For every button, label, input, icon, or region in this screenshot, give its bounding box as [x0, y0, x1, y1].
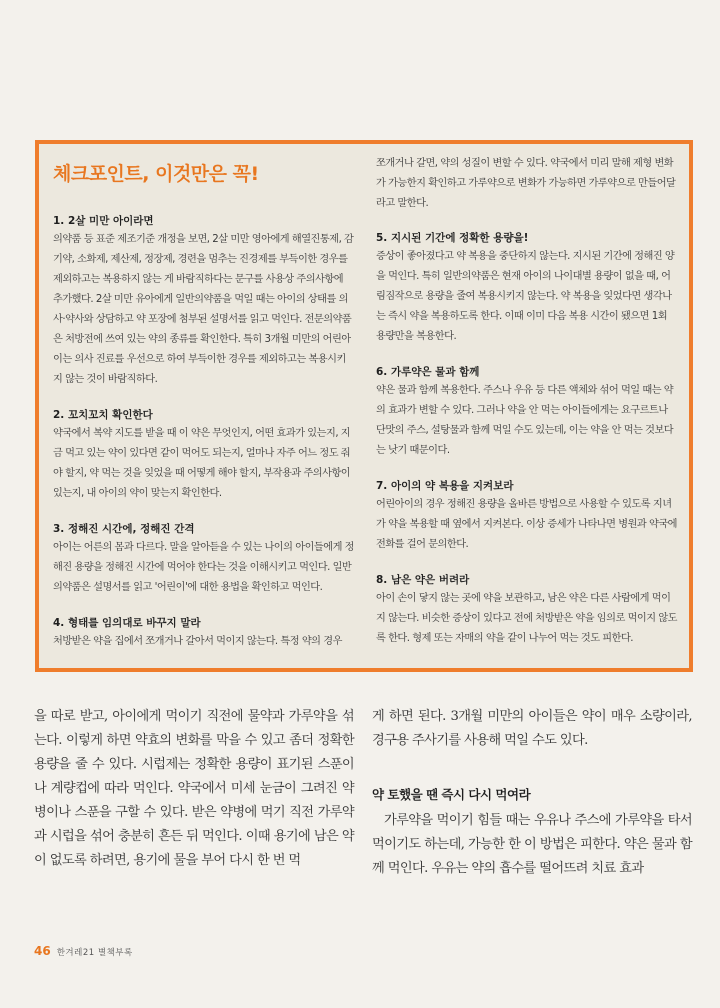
section-body: 약국에서 복약 지도를 받을 때 이 약은 무엇인지, 어떤 효과가 있는지, 지금 먹고 있는 약이 있다면 같이 먹어도 되는지, 얼마나 자주 어느 정도 줘야 할지, 약 먹는 것을 잊었을 때 어떻게 해야 할지, 부작용과 주의사항이 있는지, 내 아이의 약이 맞는지 확인한다. [53, 428, 351, 499]
article-right-column [372, 705, 692, 881]
section-heading: 3. 정해진 시간에, 정해진 간격 [53, 523, 195, 535]
section-heading: 6. 가루약은 물과 함께 [376, 366, 480, 378]
section-heading: 7. 아이의 약 복용을 지켜보라 [376, 480, 514, 492]
checkpoint-section-8 [376, 572, 677, 649]
section-heading: 1. 2살 미만 아이라면 [53, 215, 154, 227]
checkpoint-section-1 [53, 213, 354, 390]
section-heading: 5. 지시된 기간에 정확한 용량을! [376, 232, 529, 244]
section-heading: 8. 남은 약은 버려라 [376, 574, 470, 586]
article-subheading: 약 토했을 땐 즉시 다시 먹여라 [372, 787, 531, 802]
checkpoint-section-5 [376, 230, 677, 347]
section-body: 아이는 어른의 몸과 다르다. 말을 알아듣을 수 있는 나이의 아이들에게 정해진 용량을 정해진 시간에 먹어야 한다는 것을 이해시키고 먹인다. 일반의약품은 설명서를 읽고 '어린이'에 대한 용법을 확인하고 먹인다. [53, 542, 355, 593]
checkpoint-section-3 [53, 521, 354, 598]
section-body: 증상이 좋아졌다고 약 복용을 중단하지 않는다. 지시된 기간에 정해진 양을 먹인다. 특히 일반의약품은 현재 아이의 나이대별 용량이 없을 때, 어림짐작으로 용량을 줄여 복용시키지 않는다. 약 복용을 잊었다면 생각나는 즉시 약을 복용하도록 한다. 이때 이미 다음 복용 시간이 됐으면 1회 용량만을 복용한다. [376, 251, 675, 342]
checkpoint-left-column [39, 144, 364, 668]
section-body: 의약품 등 표준 제조기준 개정을 보면, 2살 미만 영아에게 해열진통제, 감기약, 소화제, 제산제, 정장제, 경련을 멈추는 진경제를 부득이한 경우를 제외하고는 복용하지 않는 게 바람직하다는 문구를 사용상 주의사항에 추가했다. 2살 미만 유아에게 일반의약품을 먹일 때는 아이의 상태를 의사·약사와 상담하고 약 포장에 첨부된 설명서를 읽고 먹인다. 전문의약품은 처방전에 쓰여 있는 약의 종류를 확인한다. 특히 3개월 미만의 어린아이는 의사 진료를 우선으로 하여 부득이한 경우를 제외하고는 복용시키지 않는 것이 바람직하다. [53, 234, 354, 385]
article-left-column: 을 따로 받고, 아이에게 먹이기 직전에 물약과 가루약을 섞는다. 이렇게 하면 약효의 변화를 막을 수 있고 좀더 정확한 용량을 줄 수 있다. 시럽제는 정확한 용량이 표기된 스푼이나 계량컵에 따라 먹인다. 약국에서 미세 눈금이 그려진 약병이나 스푼을 구할 수 있다. 받은 약병에 먹기 직전 가루약과 시럽을 섞어 충분히 흔든 뒤 먹인다. 이때 용기에 남은 약이 없도록 하려면, 용기에 물을 부어 다시 한 번 먹 [34, 709, 354, 868]
checkpoint-section-2 [53, 407, 354, 504]
section-4-continuation: 쪼개거나 갈면, 약의 성질이 변할 수 있다. 약국에서 미리 말해 제형 변화가 가능한지 확인하고 가루약으로 변화가 가능하면 가루약으로 만들어달라고 말한다. [376, 158, 676, 209]
page-footer [34, 944, 133, 958]
section-body: 약은 물과 함께 복용한다. 주스나 우유 등 다른 액체와 섞어 먹일 때는 약의 효과가 변할 수 있다. 그러나 약을 안 먹는 아이들에게는 요구르트나 단맛의 주스, 설탕물과 함께 먹일 수도 있는데, 이는 약을 안 먹는 것보다는 낫기 때문이다. [376, 385, 674, 456]
checkpoint-section-6 [376, 364, 677, 461]
checkpoint-right-column [364, 144, 689, 668]
checkpoint-box [35, 140, 693, 672]
section-body: 어린아이의 경우 정해진 용량을 올바른 방법으로 사용할 수 있도록 지녀가 약을 복용할 때 옆에서 지켜본다. 이상 증세가 나타나면 병원과 약국에 전화를 걸어 문의한다. [376, 499, 678, 550]
section-body: 처방받은 약을 집에서 쪼개거나 갈아서 먹이지 않는다. 특정 약의 경우 [53, 636, 342, 647]
section-body: 아이 손이 닿지 않는 곳에 약을 보관하고, 남은 약은 다른 사람에게 먹이지 않는다. 비슷한 증상이 있다고 전에 처방받은 약을 임의로 먹이지 않도록 한다. 형제 또는 자매의 약을 같이 나누어 먹는 것도 피한다. [376, 593, 678, 644]
checkpoint-section-7 [376, 478, 677, 555]
article-paragraph: 게 하면 된다. 3개월 미만의 아이들은 약이 매우 소량이라, 경구용 주사기를 사용해 먹일 수도 있다. [372, 709, 692, 748]
checkpoint-section-4 [53, 615, 354, 652]
publication-name: 한겨레21 별책부록 [56, 948, 133, 958]
section-heading: 2. 꼬치꼬치 확인한다 [53, 409, 153, 421]
section-heading: 4. 형태를 임의대로 바꾸지 말라 [53, 617, 201, 629]
checkpoint-title: 체크포인트, 이것만은 꼭! [53, 163, 259, 185]
article-paragraph: 가루약을 먹이기 힘들 때는 우유나 주스에 가루약을 타서 먹이기도 하는데, 가능한 한 이 방법은 피한다. 약은 물과 함께 먹인다. 우유는 약의 흡수를 떨어뜨려 치료 효과 [372, 813, 692, 876]
page-number: 46 [34, 944, 51, 958]
